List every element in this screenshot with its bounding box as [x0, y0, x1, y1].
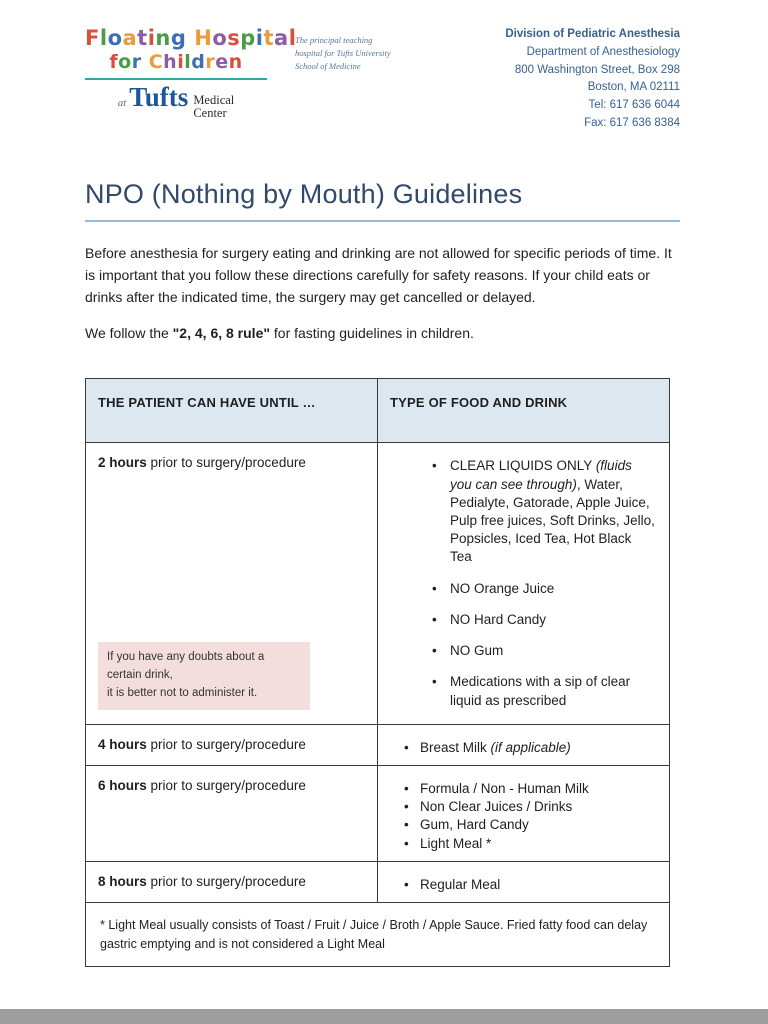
tagline-line3: School of Medicine	[295, 60, 361, 71]
time-cell-4hours	[86, 724, 378, 765]
food-cell-4hours	[378, 724, 670, 765]
table-row-2hours	[86, 443, 670, 724]
rule-text-prefix: We follow the	[85, 325, 173, 342]
col-header-patient: THE PATIENT CAN HAVE UNTIL …	[86, 379, 378, 443]
logo-center: Center	[193, 106, 227, 121]
rule-text-suffix: for fasting guidelines in children.	[270, 325, 474, 342]
time-label-4hours: 4 hours prior to surgery/procedure	[98, 736, 306, 752]
table-footnote-row	[86, 903, 670, 967]
food-cell-8hours	[378, 861, 670, 902]
contact-city: Boston, MA 02111	[587, 81, 680, 94]
viewer-bottom-bar	[0, 1009, 768, 1024]
logo-text-for-children: for Children	[109, 51, 243, 73]
list-item: • NO Orange Juice	[426, 580, 655, 598]
food-cell-2hours	[378, 443, 670, 724]
doubt-note-line2: it is better not to administer it.	[107, 686, 258, 699]
logo-teal-divider	[85, 78, 267, 80]
tagline-line1: The principal teaching	[295, 35, 373, 45]
list-item: • Medications with a sip of clear liquid as prescribed	[426, 673, 655, 709]
food-list-2hours	[392, 457, 655, 709]
table-row-4hours	[86, 724, 670, 765]
list-item: • Gum, Hard Candy	[398, 816, 655, 834]
hospital-logo	[85, 26, 297, 122]
time-cell-8hours	[86, 861, 378, 902]
list-item: • CLEAR LIQUIDS ONLY (fluids you can see through), Water, Pedialyte, Gatorade, Apple Juice, Pulp free juices, Soft Drinks, Jello, Popsicles, Iced Tea, Hot Black Tea	[426, 457, 655, 566]
logo-at: at	[117, 97, 127, 109]
intro-paragraph: Before anesthesia for surgery eating and drinking are not allowed for specific periods of time. It is important that you follow these directions carefully for safety reasons. If your child eats or drinks after the indicated time, the surgery may get cancelled or delayed.	[85, 244, 672, 306]
tagline	[295, 34, 435, 72]
food-list-8hours	[392, 876, 655, 894]
doubt-note-line1: If you have any doubts about a certain drink,	[107, 651, 265, 682]
table-row-6hours	[86, 765, 670, 861]
npo-guidelines-table	[85, 378, 670, 966]
col-header-food: TYPE OF FOOD AND DRINK	[378, 379, 670, 443]
contact-block	[505, 26, 680, 133]
contact-division: Division of Pediatric Anesthesia	[505, 28, 680, 40]
logo-tufts-text: Tufts	[129, 82, 189, 112]
list-item: • Breast Milk (if applicable)	[398, 739, 655, 757]
tufts-wordmark	[85, 84, 267, 122]
rule-paragraph	[85, 322, 680, 344]
list-item: • Regular Meal	[398, 876, 655, 894]
logo-medical: Medical	[193, 93, 235, 107]
time-label-2hours: 2 hours prior to surgery/procedure	[98, 455, 306, 471]
letterhead	[85, 26, 680, 133]
doubt-note	[98, 642, 310, 709]
time-cell-2hours	[86, 443, 378, 724]
list-item: • Light Meal *	[398, 835, 655, 853]
contact-tel: Tel: 617 636 6044	[588, 99, 680, 112]
table-header-row	[86, 379, 670, 443]
list-item: • Formula / Non - Human Milk	[398, 780, 655, 798]
time-cell-6hours	[86, 765, 378, 861]
title-underline	[85, 220, 680, 222]
food-cell-6hours	[378, 765, 670, 861]
time-label-8hours: 8 hours prior to surgery/procedure	[98, 873, 306, 889]
contact-street: 800 Washington Street, Box 298	[514, 63, 680, 76]
list-item: • Non Clear Juices / Drinks	[398, 798, 655, 816]
tagline-line2: hospital for Tufts University	[295, 47, 391, 58]
rule-text-bold: "2, 4, 6, 8 rule"	[172, 325, 270, 342]
logo-medical-center	[193, 94, 234, 120]
food-list-6hours	[392, 780, 655, 853]
contact-department: Department of Anesthesiology	[526, 45, 680, 58]
food-list-4hours	[392, 739, 655, 757]
time-label-6hours: 6 hours prior to surgery/procedure	[98, 777, 306, 793]
list-item: • NO Gum	[426, 642, 655, 660]
list-item: • NO Hard Candy	[426, 611, 655, 629]
page-title: NPO (Nothing by Mouth) Guidelines	[85, 178, 523, 209]
light-meal-footnote: * Light Meal usually consists of Toast / Fruit / Juice / Broth / Apple Sauce. Fried fatty food can delay gastric emptying and is not considered a Light Meal	[86, 903, 670, 967]
contact-fax: Fax: 617 636 8384	[584, 117, 680, 130]
table-row-8hours	[86, 861, 670, 902]
logo-text-floating-hospital: Floating Hospital	[85, 26, 297, 50]
